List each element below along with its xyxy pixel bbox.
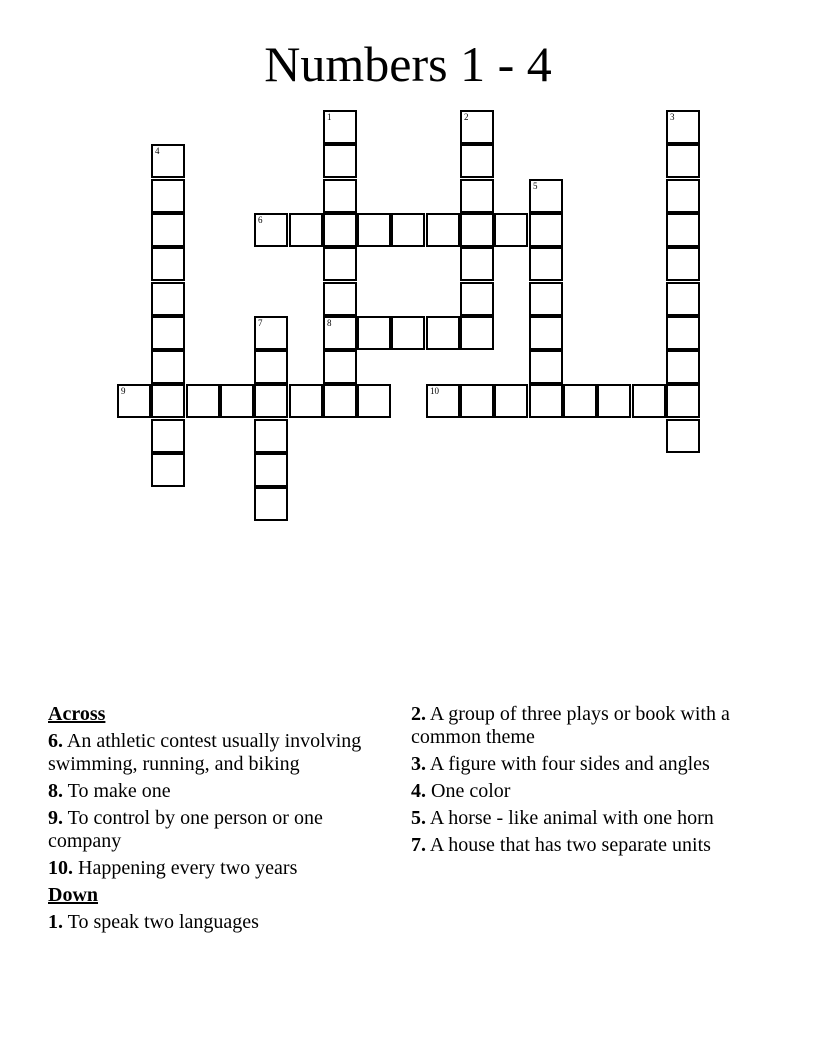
clue — [48, 911, 393, 934]
cell-number: 9 — [121, 386, 126, 396]
grid-cell[interactable] — [460, 213, 494, 247]
grid-cell[interactable] — [391, 316, 425, 350]
cell-number: 2 — [464, 112, 469, 122]
cell-number: 1 — [327, 112, 332, 122]
clue-text: An athletic contest usually involving swimming, running, and biking — [48, 730, 362, 775]
clue-number: 5. — [411, 807, 426, 829]
grid-cell[interactable] — [666, 350, 700, 384]
grid-cell[interactable] — [254, 316, 288, 350]
cell-number: 7 — [258, 318, 263, 328]
clue-number: 3. — [411, 753, 426, 775]
grid-cell[interactable] — [117, 384, 151, 418]
grid-cell[interactable] — [529, 384, 563, 418]
clue-number: 10. — [48, 857, 73, 879]
grid-cell[interactable] — [357, 213, 391, 247]
grid-cell[interactable] — [151, 316, 185, 350]
grid-cell[interactable] — [460, 144, 494, 178]
grid-cell[interactable] — [460, 247, 494, 281]
grid-cell[interactable] — [289, 213, 323, 247]
clue — [411, 834, 756, 857]
grid-cell[interactable] — [666, 110, 700, 144]
clue-number: 7. — [411, 834, 426, 856]
clue — [48, 730, 393, 776]
grid-cell[interactable] — [426, 384, 460, 418]
grid-cell[interactable] — [529, 282, 563, 316]
grid-cell[interactable] — [254, 350, 288, 384]
grid-cell[interactable] — [151, 384, 185, 418]
grid-cell[interactable] — [323, 316, 357, 350]
grid-cell[interactable] — [666, 316, 700, 350]
grid-cell[interactable] — [494, 213, 528, 247]
grid-cell[interactable] — [254, 213, 288, 247]
grid-cell[interactable] — [151, 144, 185, 178]
grid-cell[interactable] — [666, 419, 700, 453]
grid-cell[interactable] — [151, 419, 185, 453]
cell-number: 6 — [258, 215, 263, 225]
clue-text: A group of three plays or book with a common theme — [411, 703, 730, 748]
clue-text: A figure with four sides and angles — [426, 753, 710, 775]
grid-cell[interactable] — [391, 213, 425, 247]
down-clue-list-continued — [411, 703, 756, 857]
grid-cell[interactable] — [151, 247, 185, 281]
grid-cell[interactable] — [529, 316, 563, 350]
clue-text: Happening every two years — [73, 857, 298, 879]
clue-text: A horse - like animal with one horn — [426, 807, 714, 829]
clues-column-right — [411, 703, 756, 861]
clue — [48, 857, 393, 880]
grid-cell[interactable] — [426, 316, 460, 350]
grid-cell[interactable] — [323, 384, 357, 418]
down-clue-list — [48, 911, 393, 934]
down-heading: Down — [48, 884, 99, 906]
clue-number: 9. — [48, 807, 63, 829]
grid-cell[interactable] — [460, 384, 494, 418]
grid-cell[interactable] — [289, 384, 323, 418]
clue-text: A house that has two separate units — [426, 834, 711, 856]
clue-text: To make one — [63, 780, 171, 802]
grid-cell[interactable] — [426, 213, 460, 247]
clue-text: To control by one person or one company — [48, 807, 323, 852]
across-clue-list — [48, 730, 393, 880]
grid-cell[interactable] — [254, 419, 288, 453]
cell-number: 4 — [155, 146, 160, 156]
grid-cell[interactable] — [632, 384, 666, 418]
cell-number: 10 — [430, 386, 439, 396]
grid-cell[interactable] — [323, 213, 357, 247]
clue-number: 2. — [411, 703, 426, 725]
cell-number: 8 — [327, 318, 332, 328]
puzzle-title: Numbers 1 - 4 — [264, 36, 552, 92]
grid-cell[interactable] — [460, 316, 494, 350]
clue-text: To speak two languages — [63, 911, 259, 933]
clue — [411, 753, 756, 776]
grid-cell[interactable] — [254, 384, 288, 418]
clues-column-left — [48, 703, 393, 938]
grid-cell[interactable] — [151, 350, 185, 384]
grid-cell[interactable] — [666, 247, 700, 281]
grid-cell[interactable] — [529, 247, 563, 281]
grid-cell[interactable] — [186, 384, 220, 418]
grid-cell[interactable] — [151, 453, 185, 487]
grid-cell[interactable] — [254, 487, 288, 521]
clue — [48, 807, 393, 853]
clue-text: One color — [426, 780, 511, 802]
grid-cell[interactable] — [529, 350, 563, 384]
across-heading: Across — [48, 703, 106, 725]
grid-cell[interactable] — [563, 384, 597, 418]
clue-number: 6. — [48, 730, 63, 752]
grid-cell[interactable] — [460, 179, 494, 213]
grid-cell[interactable] — [323, 144, 357, 178]
grid-cell[interactable] — [151, 179, 185, 213]
grid-cell[interactable] — [323, 110, 357, 144]
grid-cell[interactable] — [460, 282, 494, 316]
grid-cell[interactable] — [597, 384, 631, 418]
grid-cell[interactable] — [666, 213, 700, 247]
grid-cell[interactable] — [494, 384, 528, 418]
cell-number: 3 — [670, 112, 675, 122]
cell-number: 5 — [533, 181, 538, 191]
grid-cell[interactable] — [151, 213, 185, 247]
clue-number: 8. — [48, 780, 63, 802]
grid-cell[interactable] — [323, 179, 357, 213]
grid-cell[interactable] — [323, 247, 357, 281]
grid-cell[interactable] — [323, 282, 357, 316]
grid-cell[interactable] — [323, 350, 357, 384]
grid-cell[interactable] — [460, 110, 494, 144]
clue — [411, 780, 756, 803]
clue — [48, 780, 393, 803]
grid-cell[interactable] — [666, 282, 700, 316]
grid-cell[interactable] — [254, 453, 288, 487]
grid-cell[interactable] — [529, 213, 563, 247]
grid-cell[interactable] — [357, 384, 391, 418]
grid-cell[interactable] — [666, 179, 700, 213]
grid-cell[interactable] — [220, 384, 254, 418]
clue — [411, 807, 756, 830]
clue-number: 1. — [48, 911, 63, 933]
grid-cell[interactable] — [666, 144, 700, 178]
clue — [411, 703, 756, 749]
grid-cell[interactable] — [357, 316, 391, 350]
grid-cell[interactable] — [151, 282, 185, 316]
clue-number: 4. — [411, 780, 426, 802]
grid-cell[interactable] — [666, 384, 700, 418]
grid-cell[interactable] — [529, 179, 563, 213]
